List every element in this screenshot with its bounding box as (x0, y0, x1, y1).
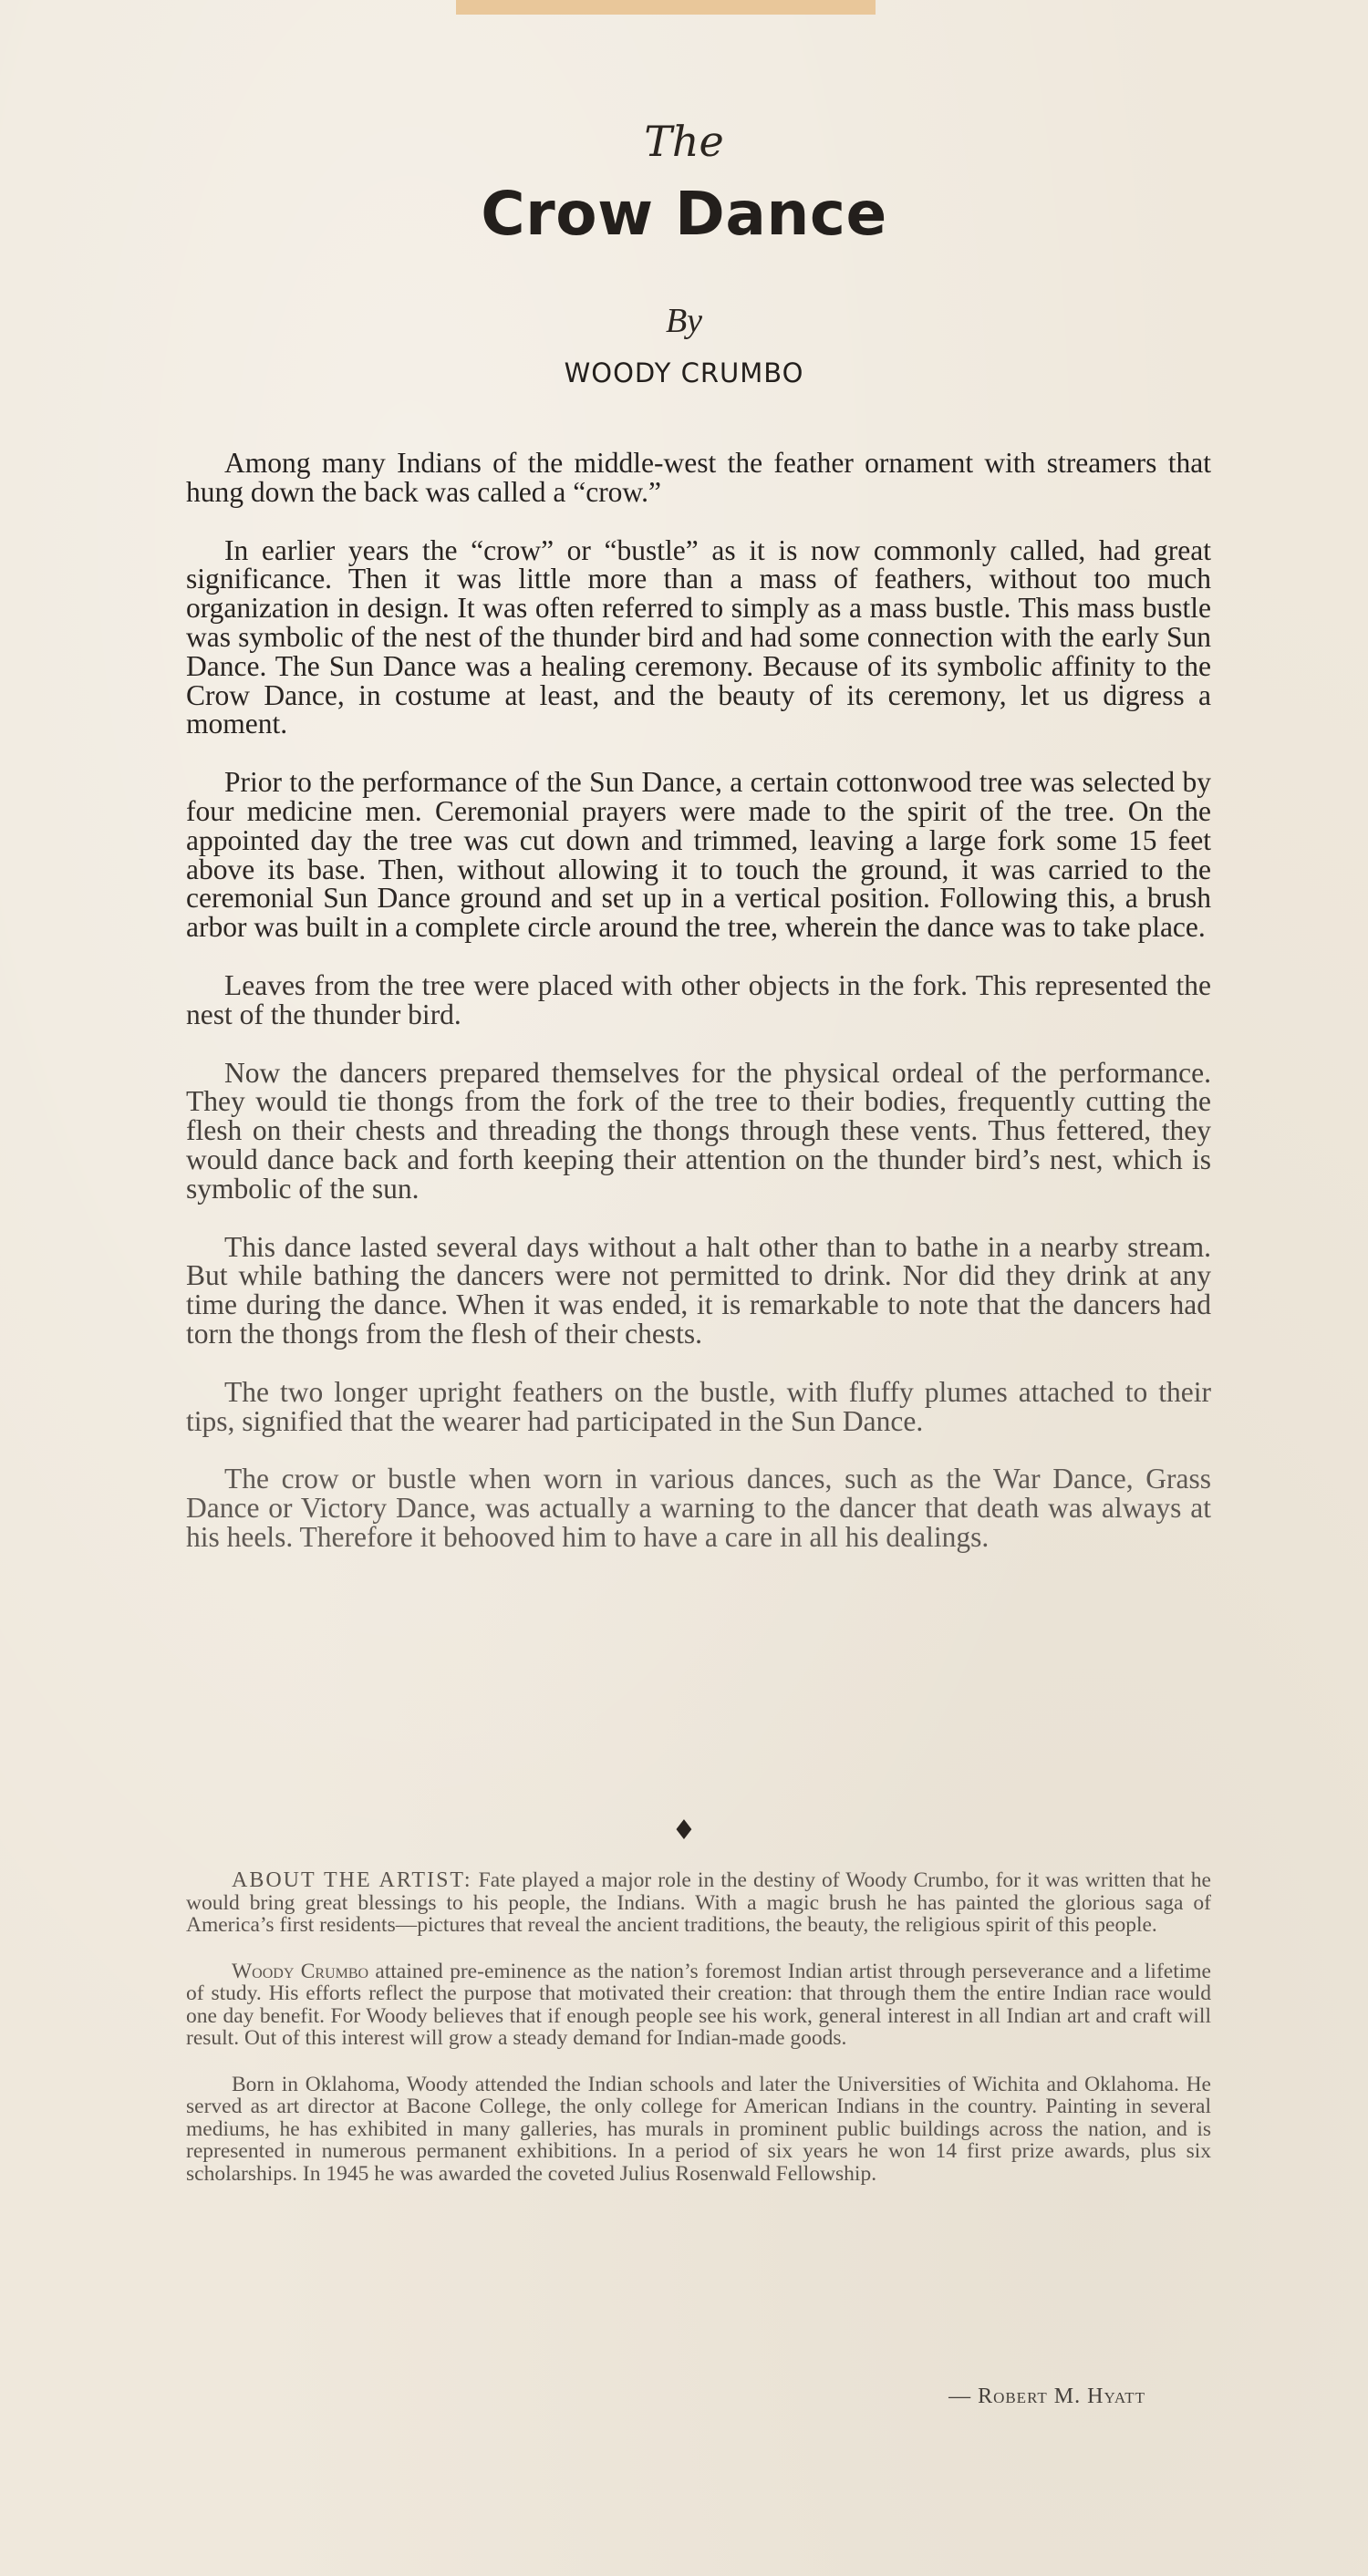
article-paragraph: In earlier years the “crow” or “bustle” as it is now commonly called, had great significance. Then it was little more than a mass of feathers, without too much organization in design. It was often referred to simply as a mass bustle. This mass bustle was symbolic of the nest of the thunder bird and had some connection with the early Sun Dance. The Sun Dance was a healing ceremony. Because of its symbolic affinity to the Crow Dance, in costume at least, and the beauty of its ceremony, let us digress a moment. (186, 533, 1211, 740)
article-paragraph: Prior to the performance of the Sun Dance, a certain cottonwood tree was selected by four medicine men. Ceremonial prayers were made to the spirit of the tree. On the appointed day the tree was cut down and trimmed, leaving a large fork some 15 feet above its base. Then, without allowing it to touch the ground, it was carried to the ceremonial Sun Dance ground and set up in a vertical position. Following this, a brush arbor was built in a complete circle around the tree, wherein the dance was to take place. (186, 766, 1211, 944)
page-title: Crow Dance (481, 179, 887, 249)
article-paragraph: Among many Indians of the middle-west the feather ornament with streamers that hung down the back was called a “crow.” (186, 447, 1211, 508)
about-paragraph (186, 1960, 1211, 2050)
signature: — Robert M. Hyatt (948, 2385, 1145, 2408)
article-paragraph: Now the dancers prepared themselves for the physical ordeal of the performance. They would tie thongs from the fork of the tree to their bodies, frequently cutting the flesh on their chests and threading the thongs through these vents. Thus fettered, they would dance back and forth keeping their attention on the thunder bird’s nest, which is symbolic of the sun. (186, 1056, 1211, 1205)
about-text: Fate played a major role in the destiny of Woody Crumbo, for it was written that he would bring great blessings to his people, the Indians. With a magic brush he has painted the glorious saga of America’s first residents—pictures that reveal the ancient traditions, the beauty, the religious spirit of this people. (186, 1868, 1211, 1937)
artist-name: Woody Crumbo (232, 1959, 369, 1983)
about-paragraph: Born in Oklahoma, Woody attended the Indian schools and later the Universities of Wichita and Oklahoma. He served as art director at Bacone College, the only college for American Indians in the country. Painting in several mediums, he has exhibited in many galleries, has murals in prominent public buildings across the nation, and is represented in numerous permanent exhibitions. In a period of six years he won 14 first prize awards, plus six scholarships. In 1945 he was awarded the coveted Julius Rosenwald Fellowship. (186, 2072, 1211, 2186)
article-body (186, 449, 1211, 1581)
article-paragraph: The crow or bustle when worn in various dances, such as the War Dance, Grass Dance or Victory Dance, was actually a warning to the dancer that death was always at his heels. Therefore it behooved him to have a care in all his dealings. (186, 1463, 1211, 1553)
about-the-artist (186, 1869, 1211, 2209)
tape-strip (456, 0, 876, 15)
article-paragraph: This dance lasted several days without a halt other than to bathe in a nearby stream. But while bathing the dancers were not permitted to drink. Nor did they drink at any time during the dance. When it was ended, it is remarkable to note that the dancers had torn the thongs from the flesh of their chests. (186, 1230, 1211, 1350)
title-prefix: The (644, 117, 724, 166)
about-text: attained pre-eminence as the nation’s foremost Indian artist through perseverance and a lifetime of study. His efforts reflect the purpose that motivated their creation: that through them the entire Indian race would one day benefit. For Woody believes that if enough people see his work, general interest in all Indian art and craft will result. Out of this interest will grow a steady demand for Indian-made goods. (186, 1959, 1211, 2050)
author-name: WOODY CRUMBO (564, 357, 804, 388)
byline-label: By (665, 302, 703, 340)
article-paragraph: The two longer upright feathers on the bustle, with fluffy plumes attached to their tips, signified that the wearer had participated in the Sun Dance. (186, 1375, 1211, 1437)
about-heading: ABOUT THE ARTIST: (232, 1868, 472, 1892)
about-paragraph (186, 1869, 1211, 1937)
article-paragraph: Leaves from the tree were placed with other objects in the fork. This represented the nest of the thunder bird. (186, 968, 1211, 1030)
diamond-ornament-icon: ♦ (671, 1815, 697, 1847)
